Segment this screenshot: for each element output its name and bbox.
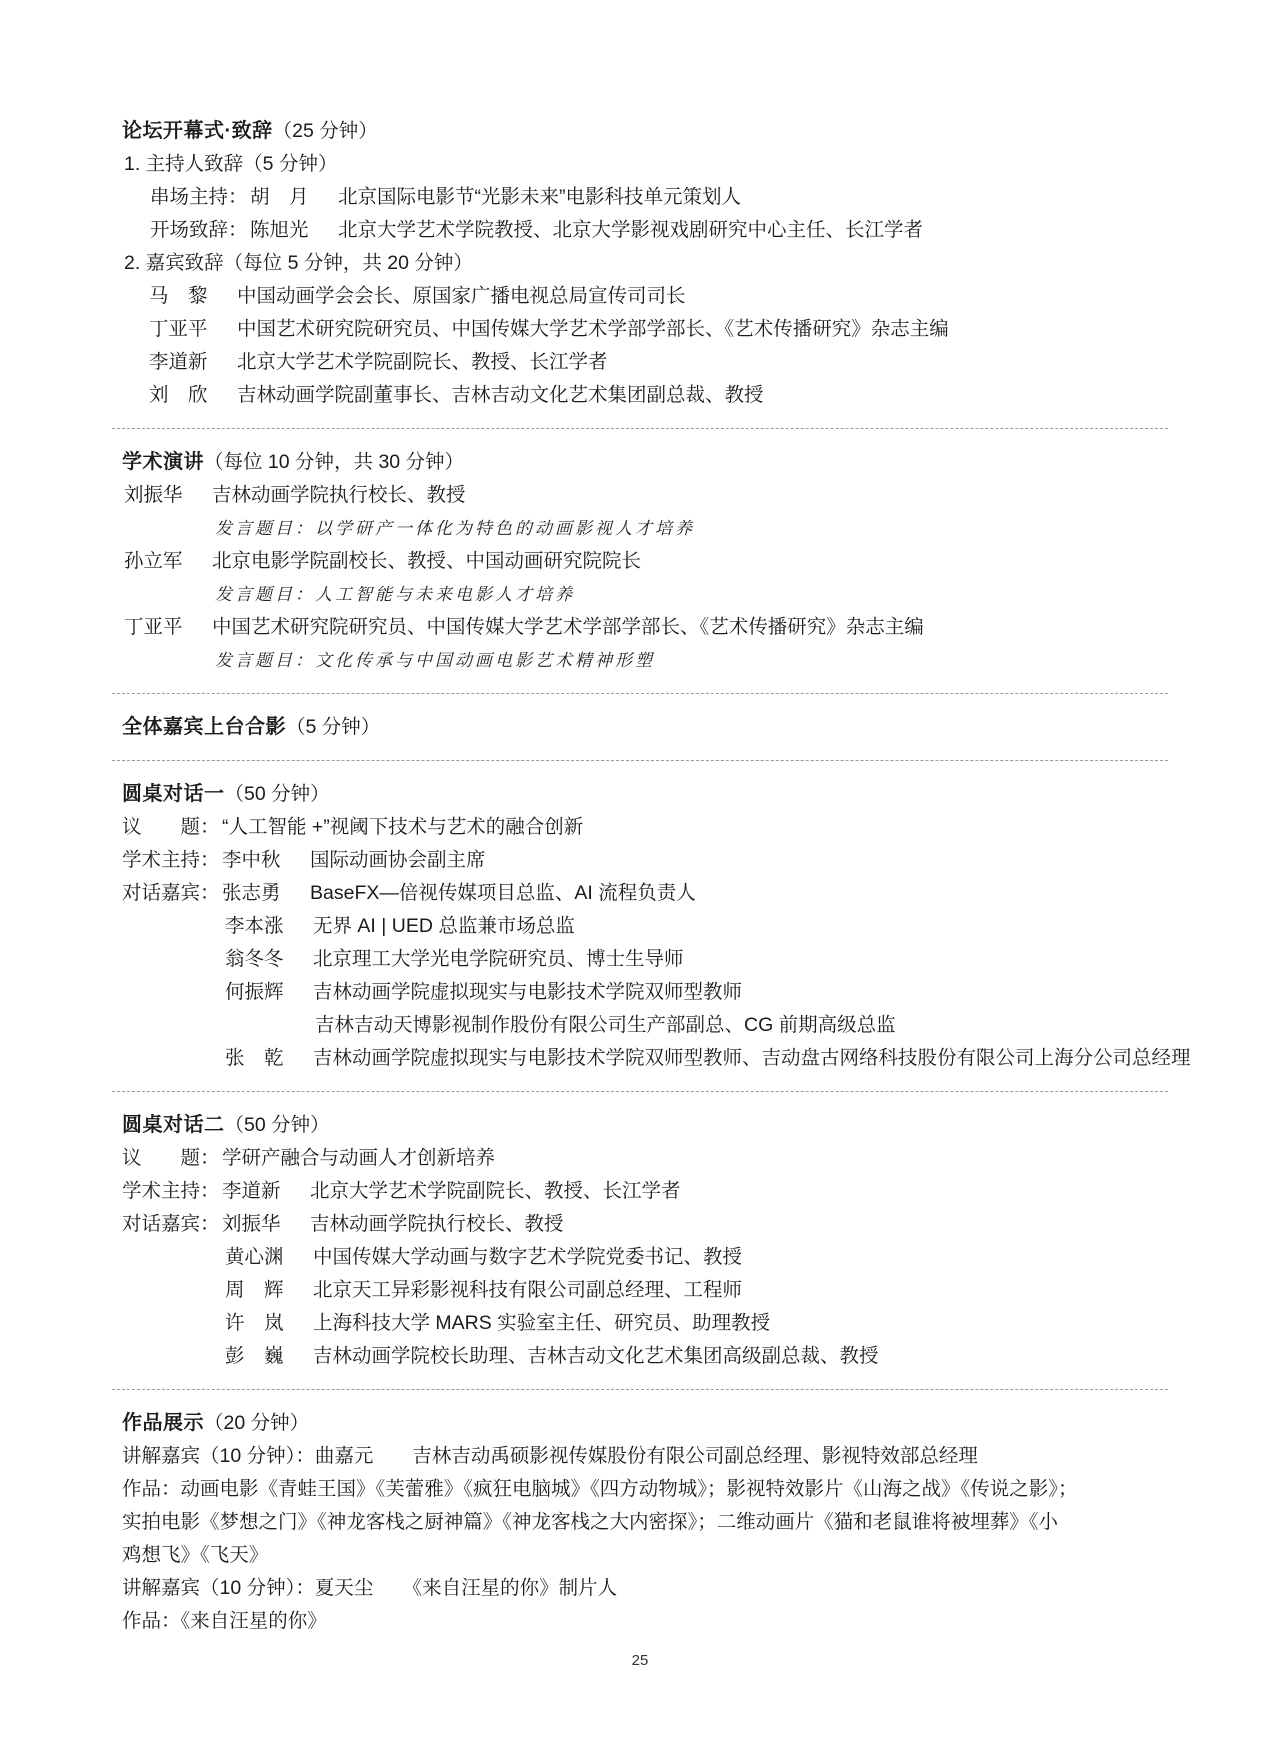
section-header xyxy=(122,711,1170,744)
cell-name: 孙立军 xyxy=(124,550,183,572)
works-line xyxy=(122,1605,1170,1638)
moderator-line xyxy=(122,844,1170,877)
cell-label: 学术主持： xyxy=(122,849,220,871)
cell-duration: （50 分钟） xyxy=(224,783,330,805)
cell-desc: 北京电影学院副校长、教授、中国动画研究院院长 xyxy=(212,550,642,572)
section-works-showcase xyxy=(110,1407,1170,1638)
cell-desc: 吉林动画学院执行校长、教授 xyxy=(212,484,466,506)
cell-name: 何振辉 xyxy=(225,981,284,1003)
cell-desc: 吉林动画学院校长助理、吉林吉动文化艺术集团高级副总裁、教授 xyxy=(313,1345,879,1367)
cell-desc: 中国艺术研究院研究员、中国传媒大学艺术学部学部长、《艺术传播研究》杂志主编 xyxy=(237,318,949,340)
works-line xyxy=(122,1539,1170,1572)
cell-text: 讲解嘉宾（10 分钟）：夏天尘 《来自汪星的你》制片人 xyxy=(122,1577,618,1599)
section-group-photo xyxy=(110,711,1170,744)
section-header xyxy=(122,1109,1170,1142)
topic-label-line xyxy=(122,1142,1170,1175)
cell-title: 圆桌对话一 xyxy=(122,783,225,805)
cell-name: 胡 月 xyxy=(250,186,309,208)
cell-name: 丁亚平 xyxy=(124,616,183,638)
cell-desc: 北京天工异彩影视科技有限公司副总经理、工程师 xyxy=(313,1279,743,1301)
cell-desc: 北京理工大学光电学院研究员、博士生导师 xyxy=(313,948,684,970)
cell-label: 议 题： xyxy=(122,1147,220,1169)
cell-name: 刘振华 xyxy=(124,484,183,506)
section-header xyxy=(122,1407,1170,1440)
cell-text: 讲解嘉宾（10 分钟）：曲嘉元 吉林吉动禹硕影视传媒股份有限公司副总经理、影视特效部总经理 xyxy=(122,1445,978,1467)
moderator-line xyxy=(122,1175,1170,1208)
cell-title: 学术演讲 xyxy=(122,451,204,473)
cell-desc: 中国传媒大学动画与数字艺术学院党委书记、教授 xyxy=(313,1246,743,1268)
cell-desc: 吉林动画学院虚拟现实与电影技术学院双师型教师、吉动盘古网络科技股份有限公司上海分公司总经理 xyxy=(313,1047,1191,1069)
speaker-line xyxy=(149,379,1170,412)
panelist-line xyxy=(225,1340,1170,1373)
cell-name: 李道新 xyxy=(222,1180,281,1202)
speaker-line xyxy=(124,545,1170,578)
cell-desc: 北京大学艺术学院教授、北京大学影视戏剧研究中心主任、长江学者 xyxy=(338,219,924,241)
panelist-line xyxy=(122,1208,1170,1241)
topic-line xyxy=(215,578,1170,611)
section-divider xyxy=(112,428,1168,429)
cell-desc: 无界 AI | UED 总监兼市场总监 xyxy=(313,915,575,937)
cell-duration: （50 分钟） xyxy=(224,1114,330,1136)
cell-desc: 北京国际电影节“光影未来”电影科技单元策划人 xyxy=(338,186,741,208)
agenda-line xyxy=(124,247,1170,280)
panelist-line xyxy=(225,1042,1191,1075)
panelist-line xyxy=(225,943,1170,976)
cell-text: 作品：《来自汪星的你》 xyxy=(122,1610,327,1632)
cell-name: 黄心渊 xyxy=(225,1246,284,1268)
cell-name: 刘 欣 xyxy=(149,384,208,406)
cell-text: 作品：动画电影《青蛙王国》《芙蕾雅》《疯狂电脑城》《四方动物城》；影视特效影片《山海之战》《传说之影》； xyxy=(122,1478,1078,1500)
section-academic-speeches xyxy=(110,446,1170,677)
speaker-line xyxy=(149,313,1170,346)
page-number: 25 xyxy=(631,1652,649,1669)
cell-name: 张 乾 xyxy=(225,1047,284,1069)
panelist-line xyxy=(122,877,1170,910)
topic-line xyxy=(215,644,1170,677)
speaker-line xyxy=(149,346,1170,379)
panelist-line xyxy=(225,910,1170,943)
works-line xyxy=(122,1473,1170,1506)
cell-desc: 北京大学艺术学院副院长、教授、长江学者 xyxy=(237,351,608,373)
cell-name: 张志勇 xyxy=(222,882,281,904)
cell-name: 李中秋 xyxy=(222,849,281,871)
cell-text: 2. 嘉宾致辞（每位 5 分钟，共 20 分钟） xyxy=(124,252,473,274)
host-line xyxy=(150,181,1170,214)
cell-text: 实拍电影《梦想之门》《神龙客栈之厨神篇》《神龙客栈之大内密探》；二维动画片《猫和老鼠谁将被埋葬》《小 xyxy=(122,1511,1059,1533)
cell-name: 丁亚平 xyxy=(149,318,208,340)
cell-text: 吉林吉动天博影视制作股份有限公司生产部副总、CG 前期高级总监 xyxy=(315,1014,896,1036)
agenda-line xyxy=(124,148,1170,181)
panelist-line xyxy=(225,1307,1170,1340)
cell-text: 鸡想飞》《飞天》 xyxy=(122,1544,269,1566)
cell-desc: 上海科技大学 MARS 实验室主任、研究员、助理教授 xyxy=(313,1312,771,1334)
section-roundtable-2 xyxy=(110,1109,1170,1373)
cell-desc: 吉林动画学院执行校长、教授 xyxy=(310,1213,564,1235)
cell-desc: BaseFX—倍视传媒项目总监、AI 流程负责人 xyxy=(310,882,696,904)
presenter-line xyxy=(122,1572,1170,1605)
cell-duration: （5 分钟） xyxy=(286,716,381,738)
cell-label: 开场致辞： xyxy=(150,219,248,241)
section-divider xyxy=(112,760,1168,761)
cell-text: 1. 主持人致辞（5 分钟） xyxy=(124,153,338,175)
cell-topic: 发言题目：以学研产一体化为特色的动画影视人才培养 xyxy=(215,519,695,539)
cell-name: 周 辉 xyxy=(225,1279,284,1301)
cell-desc: 国际动画协会副主席 xyxy=(310,849,486,871)
speaker-line xyxy=(124,479,1170,512)
cell-label: 议 题： xyxy=(122,816,220,838)
cell-duration: （25 分钟） xyxy=(272,120,378,142)
speaker-line xyxy=(149,280,1170,313)
section-roundtable-1 xyxy=(110,778,1191,1075)
speaker-line xyxy=(124,611,1170,644)
cell-title: 全体嘉宾上台合影 xyxy=(122,716,286,738)
section-divider xyxy=(112,1091,1168,1092)
cell-text: “人工智能 +”视阈下技术与艺术的融合创新 xyxy=(222,816,584,838)
cell-name: 许 岚 xyxy=(225,1312,284,1334)
panelist-line xyxy=(225,976,1170,1009)
cell-title: 圆桌对话二 xyxy=(122,1114,225,1136)
topic-line xyxy=(215,512,1170,545)
cell-desc: 吉林动画学院虚拟现实与电影技术学院双师型教师 xyxy=(313,981,743,1003)
section-header xyxy=(122,778,1170,811)
cell-title: 论坛开幕式·致辞 xyxy=(122,120,273,142)
cell-label: 对话嘉宾： xyxy=(122,882,220,904)
cell-topic: 发言题目：文化传承与中国动画电影艺术精神形塑 xyxy=(215,651,655,671)
cell-name: 李道新 xyxy=(149,351,208,373)
cell-topic: 发言题目：人工智能与未来电影人才培养 xyxy=(215,585,575,605)
cell-desc: 中国艺术研究院研究员、中国传媒大学艺术学部学部长、《艺术传播研究》杂志主编 xyxy=(212,616,924,638)
cell-name: 马 黎 xyxy=(149,285,208,307)
cell-name: 李本涨 xyxy=(225,915,284,937)
section-divider xyxy=(112,693,1168,694)
cell-desc: 吉林动画学院副董事长、吉林吉动文化艺术集团副总裁、教授 xyxy=(237,384,764,406)
cell-name: 陈旭光 xyxy=(250,219,309,241)
continuation-line xyxy=(315,1009,1170,1042)
cell-name: 翁冬冬 xyxy=(225,948,284,970)
cell-desc: 中国动画学会会长、原国家广播电视总局宣传司司长 xyxy=(237,285,686,307)
section-forum-opening xyxy=(110,115,1170,412)
panelist-line xyxy=(225,1274,1170,1307)
panelist-line xyxy=(225,1241,1170,1274)
section-header xyxy=(122,115,1170,148)
cell-label: 串场主持： xyxy=(150,186,248,208)
cell-duration: （20 分钟） xyxy=(204,1412,310,1434)
cell-title: 作品展示 xyxy=(122,1412,204,1434)
cell-desc: 北京大学艺术学院副院长、教授、长江学者 xyxy=(310,1180,681,1202)
host-line xyxy=(150,214,1170,247)
cell-text: 学研产融合与动画人才创新培养 xyxy=(222,1147,496,1169)
cell-name: 刘振华 xyxy=(222,1213,281,1235)
cell-label: 对话嘉宾： xyxy=(122,1213,220,1235)
presenter-line xyxy=(122,1440,1170,1473)
cell-label: 学术主持： xyxy=(122,1180,220,1202)
works-line xyxy=(122,1506,1170,1539)
section-divider xyxy=(112,1389,1168,1390)
cell-name: 彭 巍 xyxy=(225,1345,284,1367)
section-header xyxy=(122,446,1170,479)
topic-label-line xyxy=(122,811,1170,844)
cell-duration: （每位 10 分钟，共 30 分钟） xyxy=(204,451,465,473)
